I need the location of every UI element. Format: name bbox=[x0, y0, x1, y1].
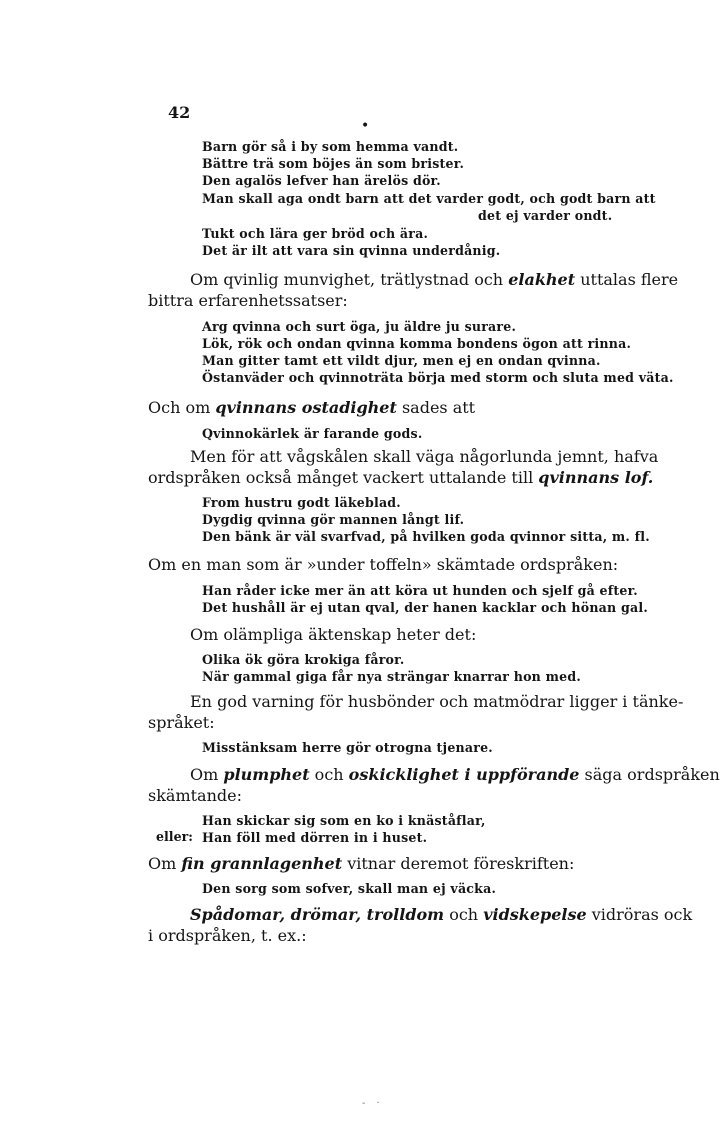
paragraph-line: Om qvinlig munvighet, trätlystnad och elakhet uttalas flere bbox=[190, 270, 679, 289]
proverb-line: Man gitter tamt ett vildt djur, men ej en ondan qvinna. bbox=[202, 353, 601, 368]
paragraph-line: i ordspråken, t. ex.: bbox=[148, 926, 307, 945]
emphasis: elakhet bbox=[508, 270, 576, 289]
paragraph-line: En god varning för husbönder och matmödrar ligger i tänke- bbox=[190, 692, 684, 711]
proverb-line: Lök, rök och ondan qvinna komma bondens ögon att rinna. bbox=[202, 336, 632, 351]
page-number: 42 bbox=[168, 103, 191, 122]
paragraph-line: ordspråken också månget vackert uttalande till qvinnans lof. bbox=[148, 468, 654, 487]
proverb-line: Den agalös lefver han ärelös dör. bbox=[202, 173, 441, 188]
footer-marks: - · bbox=[362, 1098, 384, 1109]
paragraph-line: Och om qvinnans ostadighet sades att bbox=[148, 398, 476, 417]
proverb-line: När gammal giga får nya strängar knarrar hon med. bbox=[202, 669, 581, 684]
emphasis: plumphet bbox=[223, 765, 310, 784]
paragraph-line: Om en man som är »under toffeln» skämtade ordspråken: bbox=[148, 555, 619, 574]
proverb-line: Qvinnokärlek är farande gods. bbox=[202, 426, 423, 441]
emphasis: qvinnans lof. bbox=[538, 468, 654, 487]
proverb-line: Tukt och lära ger bröd och ära. bbox=[202, 226, 429, 241]
proverb-line: Man skall aga ondt barn att det varder godt, och godt barn att bbox=[202, 191, 656, 206]
proverb-line: Han skickar sig som en ko i knäståflar, bbox=[202, 813, 486, 828]
paragraph-line: Men för att vågskålen skall väga någorlunda jemnt, hafva bbox=[190, 447, 659, 466]
emphasis: fin grannlagenhet bbox=[181, 854, 343, 873]
proverb-line: Det hushåll är ej utan qval, der hanen kacklar och hönan gal. bbox=[202, 600, 648, 615]
paragraph-line: Spådomar, drömar, trolldom och vidskepelse vidröras ock bbox=[190, 905, 693, 924]
proverb-line: Han föll med dörren in i huset. bbox=[202, 830, 428, 845]
emphasis: oskicklighet i uppförande bbox=[348, 765, 580, 784]
proverb-line: det ej varder ondt. bbox=[478, 208, 613, 223]
proverb-line: Den sorg som sofver, skall man ej väcka. bbox=[202, 881, 497, 896]
proverb-label: eller: bbox=[156, 829, 193, 844]
proverb-line: From hustru godt läkeblad. bbox=[202, 495, 401, 510]
proverb-line: Dygdig qvinna gör mannen långt lif. bbox=[202, 512, 465, 527]
paragraph-line: Om olämpliga äktenskap heter det: bbox=[190, 625, 477, 644]
proverb-line: Den bänk är väl svarfvad, på hvilken goda qvinnor sitta, m. fl. bbox=[202, 529, 650, 544]
proverb-line: Olika ök göra krokiga fåror. bbox=[202, 652, 405, 667]
emphasis: qvinnans ostadighet bbox=[215, 398, 397, 417]
paragraph-line: Om fin grannlagenhet vitnar deremot föreskriften: bbox=[148, 854, 575, 873]
paragraph-line: skämtande: bbox=[148, 786, 242, 805]
emphasis: Spådomar, drömar, trolldom bbox=[190, 905, 445, 924]
paragraph-line: bittra erfarenhetssatser: bbox=[148, 291, 348, 310]
emphasis: vidskepelse bbox=[483, 905, 587, 924]
proverb-line: Misstänksam herre gör otrogna tjenare. bbox=[202, 740, 493, 755]
paragraph-line: språket: bbox=[148, 713, 215, 732]
page-mark: • bbox=[361, 118, 370, 134]
proverb-line: Östanväder och qvinnoträta börja med storm och sluta med väta. bbox=[202, 370, 674, 385]
proverb-line: Han råder icke mer än att köra ut hunden och sjelf gå efter. bbox=[202, 583, 638, 598]
proverb-line: Barn gör så i by som hemma vandt. bbox=[202, 139, 459, 154]
proverb-line: Det är ilt att vara sin qvinna underdånig. bbox=[202, 243, 501, 258]
proverb-line: Bättre trä som böjes än som brister. bbox=[202, 156, 465, 171]
proverb-line: Arg qvinna och surt öga, ju äldre ju surare. bbox=[202, 319, 517, 334]
paragraph-line: Om plumphet och oskicklighet i uppförande säga ordspråken bbox=[190, 765, 720, 784]
